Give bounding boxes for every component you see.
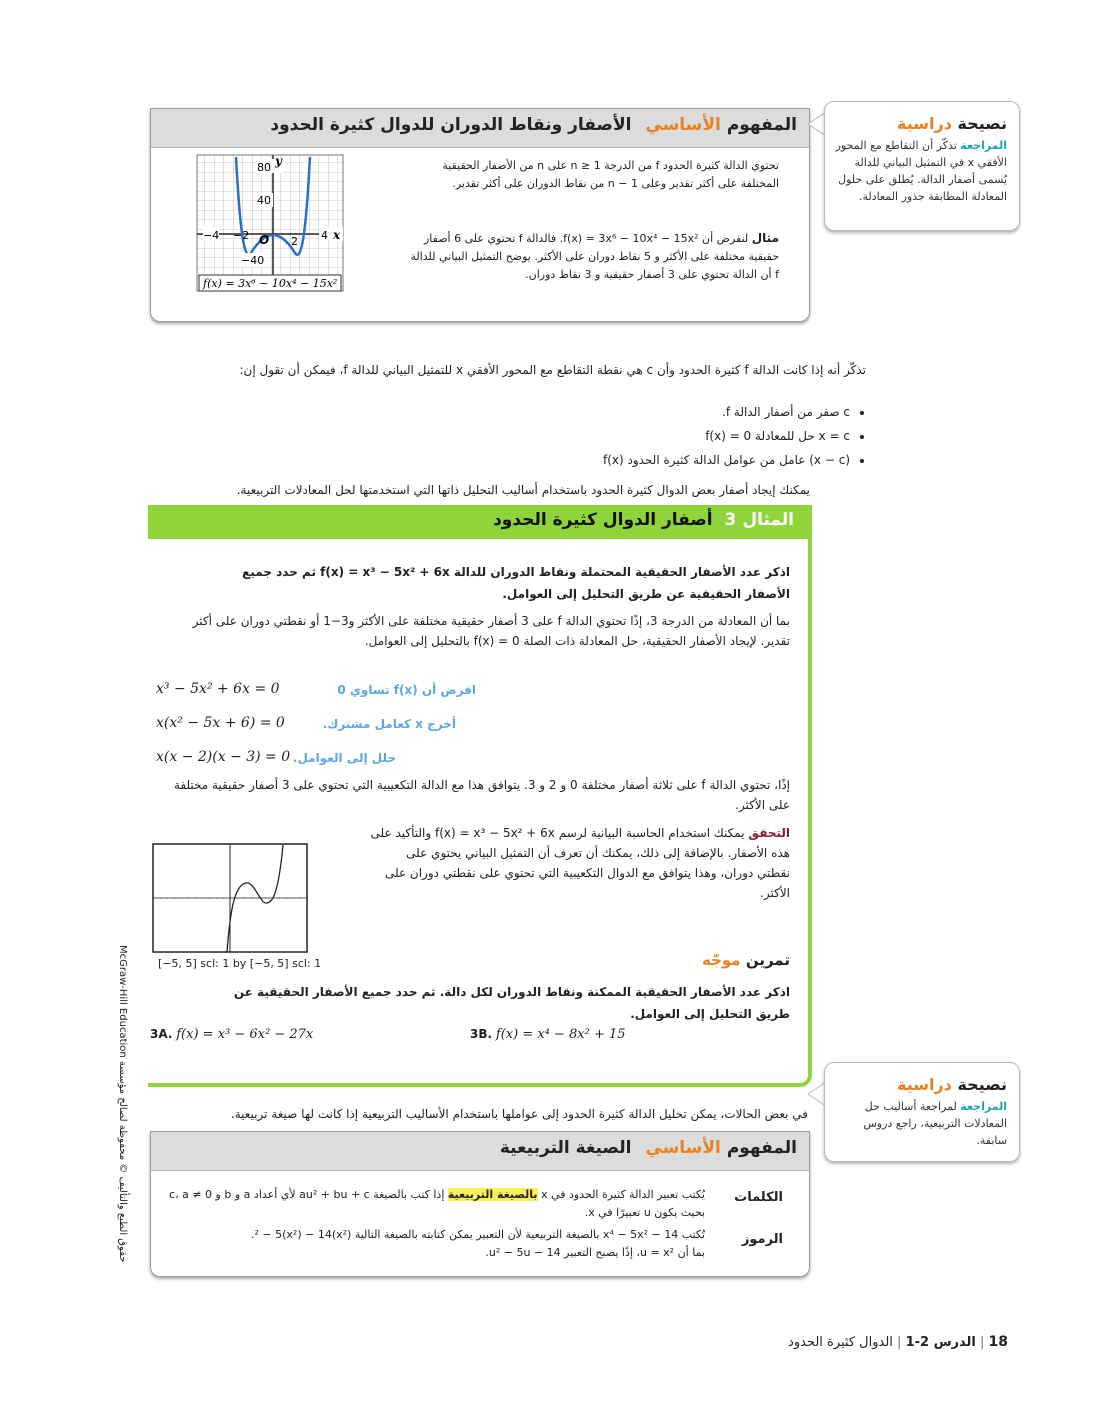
example-text: لنفرض أن f(x) = 3x⁶ − 10x⁴ − 15x². فالدالة f تحتوي على 6 أصفار حقيقية مختلفة على الأكثر و 5 نقاط دوران على الأكثر. يوضح التمثيل البياني للدالة f أن الدالة تحتوي على 3 أصفار حقيقية و 3 نقاط دوران. xyxy=(410,232,779,281)
y-axis-label: y xyxy=(275,154,282,168)
exercise-3b-number: 3B. xyxy=(470,1027,493,1041)
key-concept-quadratic-box xyxy=(150,1131,810,1277)
step-note-2: أخرج x كعامل مشترك. xyxy=(322,717,456,731)
example-prompt: اذكر عدد الأصفار الحقيقية المحتملة ونقاط الدوران للدالة f(x) = x³ − 5x² + 6x ثم حدد جميع الأصفار الحقيقية عن طريق التحليل إلى العوامل. xyxy=(242,565,790,601)
key-concept-header xyxy=(151,109,809,148)
calculator-graph xyxy=(152,843,308,953)
intro-bullets xyxy=(150,400,866,472)
step-equation-3: x(x − 2)(x − 3) = 0 xyxy=(156,749,291,765)
tick-origin: O xyxy=(259,233,270,247)
guided-practice-prompt: اذكر عدد الأصفار الحقيقية الممكنة ونقاط الدوران لكل دالة. ثم حدد جميع الأصفار الحقيقية عن طريق التحليل إلى العوامل. xyxy=(233,985,790,1021)
study-tip-title-highlight: دراسية xyxy=(897,114,952,133)
example-explanation: بما أن المعادلة من الدرجة 3، إذًا تحتوي الدالة f على 3 أصفار حقيقية مختلفة على الأكثر و3−1 أو نقطتي دوران على أكثر تقدير. لإيجاد الأصفار الحقيقية، حل المعادلة ذات الصلة f(x) = 0 بالتحليل إلى العوامل. xyxy=(192,614,790,648)
review-label: المراجعة xyxy=(960,139,1007,152)
guided-practice-label: تمرين xyxy=(745,951,790,969)
quadratic-intro: في بعض الحالات، يمكن تحليل الدالة كثيرة الحدود إلى عواملها باستخدام الأساليب التربيعية إذا كانت لها صيغة تربيعية. xyxy=(230,1107,808,1121)
key-concept-title: الأصفار ونقاط الدوران للدوال كثيرة الحدود xyxy=(270,115,632,135)
guided-practice-highlight: موجّه xyxy=(702,951,741,969)
key-concept-description: تحتوي الدالة كثيرة الحدود f من الدرجة n ≥ 1 على n من الأصفار الحقيقية المختلفة على أكثر تقدير وعلى n − 1 من نقاط الدوران على أكثر تقدير. xyxy=(442,159,779,190)
example-label: المثال xyxy=(742,510,794,530)
check-label: التحقق xyxy=(748,826,790,840)
tick-80: 80 xyxy=(257,161,271,174)
study-tip-body: تذكّر أن التقاطع مع المحور الأفقي x في التمثيل البياني للدالة يُسمى أصفار الدالة. يُطلق على حلول المعادلة المطابقة جذور المعادلة. xyxy=(835,139,1007,203)
guided-practice-header xyxy=(702,951,790,969)
check-text: يمكنك استخدام الحاسبة البيانية لرسم f(x) = x³ − 5x² + 6x والتأكيد على هذه الأصفار. بالإضافة إلى ذلك، يمكنك أن تعرف أن التمثيل البياني يحتوي على نقطتي دوران، وهذا يتوافق مع الدوال التكعيبية التي تحتوي على نقطتي دوران على الأكثر. xyxy=(370,826,790,900)
key-concept-zeros-box xyxy=(150,108,810,322)
exercise-3a-number: 3A. xyxy=(150,1027,173,1041)
study-tip-title-2: نصيحة xyxy=(957,1075,1007,1094)
tick-neg40: −40 xyxy=(241,254,265,267)
tick-2: 2 xyxy=(291,235,298,248)
tick-4: 4 xyxy=(321,229,328,242)
step-note-3: حلل إلى العوامل. xyxy=(292,751,396,765)
symbols-line-1: تُكتب x⁴ − 5x² − 14 بالصيغة التربيعية لأن التعبير يمكن كتابته بالصيغة التالية (x²)² − 5(x²) − 14. xyxy=(251,1228,705,1241)
exercise-3b xyxy=(470,1027,626,1042)
symbols-label: الرموز xyxy=(741,1232,783,1247)
lesson-label: الدرس 2-1 xyxy=(905,1335,976,1350)
step-equation-1: x³ − 5x² + 6x = 0 xyxy=(156,681,280,697)
example-3-box xyxy=(148,505,812,1087)
exercise-3a xyxy=(150,1027,313,1042)
exercise-3b-function: f(x) = x⁴ − 8x² + 15 xyxy=(495,1027,626,1042)
words-post: إذا كتب بالصيغة au² + bu + c لأي أعداد a و b و c، a ≠ 0 بحيث يكون u تعبيرًا في x. xyxy=(169,1188,705,1219)
page-number: 18 xyxy=(988,1334,1008,1350)
words-label: الكلمات xyxy=(734,1190,783,1205)
step-note-1: افرض أن f(x) تساوي 0 xyxy=(337,683,476,697)
intro-after: يمكنك إيجاد أصفار بعض الدوال كثيرة الحدود باستخدام أساليب التحليل ذاتها التي استخدمتها لحل المعادلات التربيعية. xyxy=(236,483,810,497)
example-label: مثال xyxy=(751,231,779,245)
check-section xyxy=(370,823,790,903)
graph-grid xyxy=(197,155,343,291)
polynomial-graph xyxy=(195,153,345,295)
lesson-title: الدوال كثيرة الحدود xyxy=(788,1335,893,1350)
key-concept-label-highlight-2: الأساسي xyxy=(645,1138,721,1158)
tick-neg4: −4 xyxy=(203,229,220,242)
key-concept-header-2 xyxy=(151,1132,809,1171)
quadratic-form-term: بالصيغة التربيعية xyxy=(447,1188,538,1201)
copyright-credit: McGraw-Hill Education حقوق الطبع والتأليف © محفوظة لصالح مؤسسة xyxy=(117,945,128,1263)
example-conclusion: إذًا، تحتوي الدالة f على ثلاثة أصفار مختلفة 0 و 2 و 3. يتوافق هذا مع الدالة التكعيبية التي تحتوي على 3 أصفار حقيقية مختلفة على الأكثر. xyxy=(173,778,790,812)
example-title: أصفار الدوال كثيرة الحدود xyxy=(493,510,713,530)
calculator-caption: [−5, 5] scl: 1 by [−5, 5] scl: 1 xyxy=(158,957,322,970)
key-concept-title-2: الصيغة التربيعية xyxy=(499,1138,632,1158)
list-item: • c صفر من أصفار الدالة f. xyxy=(150,400,850,424)
study-tip-box-2 xyxy=(824,1062,1020,1162)
study-tip-title-highlight-2: دراسية xyxy=(897,1075,952,1094)
study-tip-box xyxy=(824,101,1020,231)
symbols-line-2: بما أن u = x²، إذًا يصبح التعبير u² − 5u − 14. xyxy=(485,1246,705,1259)
intro-paragraph: تذكّر أنه إذا كانت الدالة f كثيرة الحدود وأن c هي نقطة التقاطع مع المحور الأفقي x للتمثيل البياني للدالة f، فيمكن أن تقول إن: xyxy=(239,363,866,377)
words-pre: يُكتب تعبير الدالة كثيرة الحدود في x xyxy=(541,1188,705,1201)
x-axis-label: x xyxy=(333,228,341,242)
key-concept-label: المفهوم xyxy=(726,115,797,135)
study-tip-body-2: لمراجعة أساليب حل المعادلات التربيعية، راجع دروس سابقة. xyxy=(863,1100,1007,1147)
list-item: • x = c حل للمعادلة f(x) = 0 xyxy=(150,424,850,448)
exercise-3a-function: f(x) = x³ − 6x² − 27x xyxy=(176,1027,314,1042)
key-concept-label-2: المفهوم xyxy=(726,1138,797,1158)
list-item: • (x − c) عامل من عوامل الدالة كثيرة الحدود f(x) xyxy=(150,448,850,472)
example-number: 3 xyxy=(724,510,737,530)
study-tip-title: نصيحة xyxy=(957,114,1007,133)
step-equation-2: x(x² − 5x + 6) = 0 xyxy=(156,715,285,731)
tick-40: 40 xyxy=(257,194,271,207)
review-label-2: المراجعة xyxy=(960,1100,1007,1113)
example-header xyxy=(148,505,808,539)
page-footer: 18 | الدرس 2-1 | الدوال كثيرة الحدود xyxy=(788,1334,1008,1350)
tick-neg2: −2 xyxy=(233,229,250,242)
words-definition xyxy=(165,1186,705,1222)
key-concept-example xyxy=(409,229,779,284)
key-concept-label-highlight: الأساسي xyxy=(645,115,721,135)
function-label: f(x) = 3x⁶ − 10x⁴ − 15x² xyxy=(203,277,338,290)
